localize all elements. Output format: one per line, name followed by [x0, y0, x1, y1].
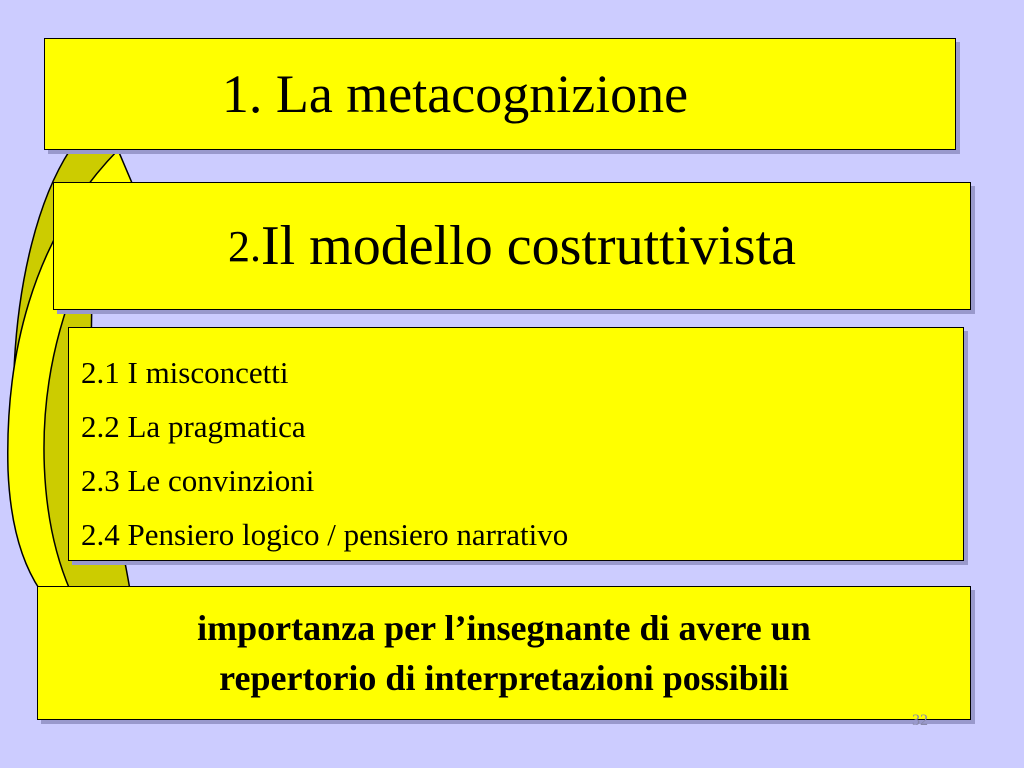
importance-note: [37, 586, 971, 720]
importance-note-line1: importanza per l’insegnante di avere un: [197, 608, 811, 648]
heading-metacognizione: [44, 38, 956, 150]
subtopic-item: 2.4 Pensiero logico / pensiero narrativo: [81, 517, 569, 552]
subtopic-item: 2.3 Le convinzioni: [81, 463, 315, 498]
heading-metacognizione-text: 1. La metacognizione: [221, 64, 689, 124]
subtopic-item: 2.2 La pragmatica: [81, 409, 306, 444]
subtopic-item: 2.1 I misconcetti: [81, 355, 289, 390]
subtopics-list: [68, 327, 964, 561]
heading-modello-text: Il modello costruttivista: [260, 215, 797, 277]
heading-number: 2.: [227, 221, 261, 271]
importance-note-line2: repertorio di interpretazioni possibili: [219, 658, 789, 698]
page-number: 32: [912, 712, 928, 729]
heading-modello-costruttivista: [53, 182, 971, 310]
